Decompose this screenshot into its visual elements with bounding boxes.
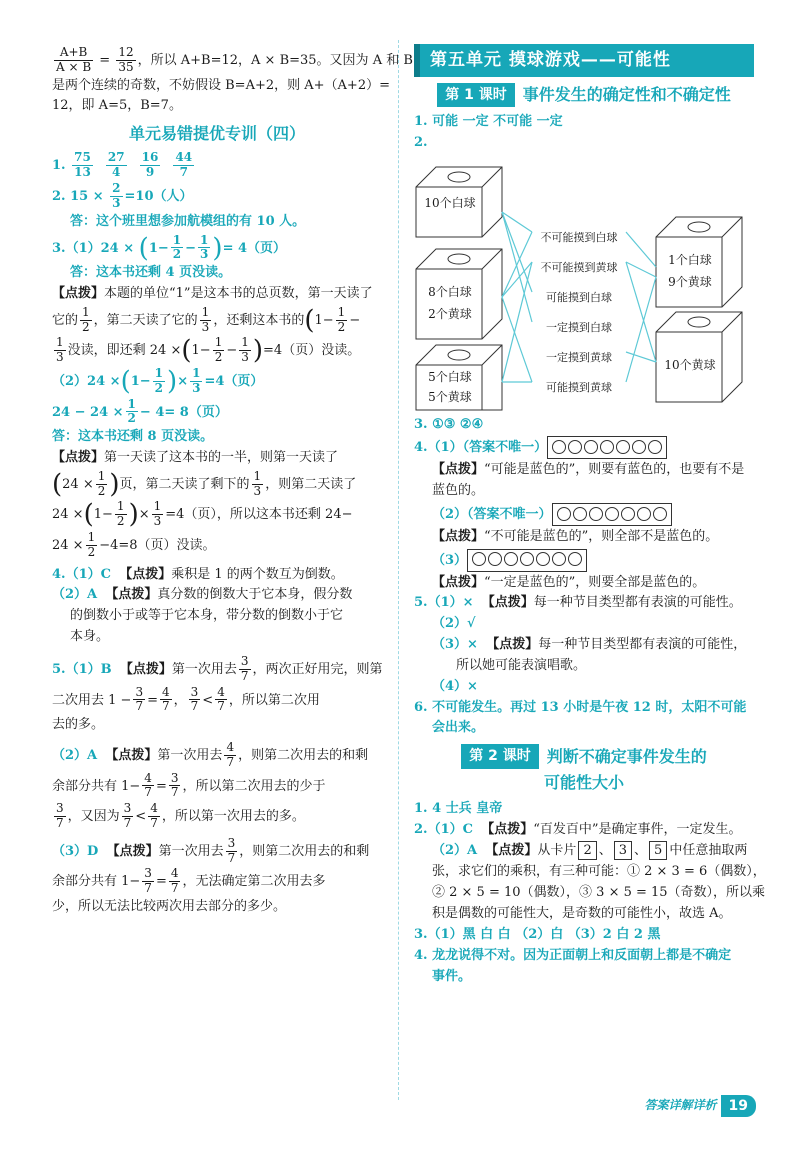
r-q4-tip1-b: 蓝色的。 bbox=[432, 483, 485, 499]
r-q5-part1: 5.（1）× 【点拨】每一种节目类型都有表演的可能性。 bbox=[414, 595, 742, 611]
section-title: 单元易错提优专训（四） bbox=[128, 124, 305, 144]
q5-part2-a: （2）A 【点拨】第一次用去 $\frac{4}{7}$ ，则第二次用去的和剩 bbox=[52, 740, 369, 769]
page-footer bbox=[645, 1095, 757, 1117]
r-q4-part2: （2）（答案不唯一） bbox=[414, 503, 754, 526]
q2-expression: 2. 15 × $\frac{2}{3}$ =10（人） bbox=[52, 181, 193, 210]
r-q5-part3: （3）× 【点拨】每一种节目类型都有表演的可能性， bbox=[432, 637, 747, 653]
card-3: 3 bbox=[614, 841, 632, 860]
lesson2-title-1: 判断不确定事件发生的 bbox=[546, 746, 707, 766]
lesson2-heading-2 bbox=[414, 771, 754, 794]
card-2: 2 bbox=[578, 841, 596, 860]
r-q6: 6. 不可能发生。再过 13 小时是午夜 12 时，太阳不可能 bbox=[414, 699, 747, 715]
lesson1-heading bbox=[414, 83, 754, 107]
match-line bbox=[626, 352, 656, 362]
q5-part2-c: $\frac{3}{7}$ ，又因为 $\frac{3}{7}$ < $\frac{4}{7}$ ，所以第一次用去的多。 bbox=[56, 801, 305, 831]
match-line bbox=[626, 277, 656, 382]
q5-part3-c: 少，所以无法比较两次用去部分的多少。 bbox=[52, 899, 287, 914]
l2-q4-b: 事件。 bbox=[432, 968, 472, 984]
matching-diagram bbox=[414, 157, 754, 412]
q5-part2-b: 余部分共有 1− $\frac{4}{7}$ = $\frac{3}{7}$ ，所以第二次用去的少于 bbox=[52, 770, 326, 800]
middle-labels bbox=[532, 223, 626, 403]
l2-q2-part2-c: ② 2 × 5 = 10（偶数），③ 3 × 5 = 15（奇数），所以乘 bbox=[432, 885, 766, 901]
r-q4-part3: （3） bbox=[414, 549, 754, 572]
r-q6-b: 会出来。 bbox=[432, 720, 485, 736]
cube-left-3-hole bbox=[448, 350, 470, 360]
q1-answer: 1. $\frac{75}{13}$ $\frac{27}{4}$ $\frac{16}{9}$ $\frac{44}{7}$ bbox=[52, 150, 193, 180]
q4-part2-c: 本身。 bbox=[70, 629, 110, 645]
left-column bbox=[52, 44, 413, 919]
middle-label: 可能摸到白球 bbox=[546, 290, 612, 304]
l2-q4: 4. 龙龙说得不对。因为正面朝上和反面朝上都是不确定 bbox=[414, 947, 732, 963]
match-line bbox=[626, 262, 656, 277]
middle-label: 不可能摸到黄球 bbox=[540, 260, 618, 274]
r-q3: 3. ①③ ②④ bbox=[414, 416, 484, 432]
page-number: 19 bbox=[721, 1095, 756, 1117]
q5-part1-b: 二次用去 1 − $\frac{3}{7}$ = $\frac{4}{7}$ ， $\frac{3}{7}$ < $\frac{4}{7}$ ，所以第二次用 bbox=[52, 684, 320, 714]
q5-part3-b: 余部分共有 1− $\frac{3}{7}$ = $\frac{4}{7}$ ，无法确定第二次用去多 bbox=[52, 866, 326, 896]
q3-part2-expression: （2）24 ×(1− $\frac{1}{2}$ )× $\frac{1}{3}$ =4（页） bbox=[52, 365, 264, 397]
r-q1: 1. 可能 一定 不可能 一定 bbox=[414, 113, 563, 129]
lesson2-badge: 第 2 课时 bbox=[461, 744, 539, 768]
r-q4-tip1: 【点拨】“可能是蓝色的”，则要有蓝色的，也要有不是 bbox=[432, 462, 745, 478]
r-q4-tip2: 【点拨】“不可能是蓝色的”，则全部不是蓝色的。 bbox=[432, 528, 719, 544]
l2-q3: 3.（1）黑 白 白 （2）白 （3）2 白 2 黑 bbox=[414, 926, 661, 942]
r-q5-part2: （2）√ bbox=[432, 616, 476, 632]
q3-part1-expression: 3.（1）24 × (1− $\frac{1}{2}$ − $\frac{1}{3}$ )= 4（页） bbox=[52, 232, 287, 263]
l2-q1: 1. 4 士兵 皇帝 bbox=[414, 800, 503, 816]
r-q5-part3-b: 所以她可能表演唱歌。 bbox=[456, 657, 587, 673]
q3-tip2-line4: 24 × $\frac{1}{2}$ −4=8（页）没读。 bbox=[52, 530, 216, 559]
unit-banner: 第五单元 摸球游戏——可能性 bbox=[414, 44, 754, 77]
card-5: 5 bbox=[649, 841, 667, 860]
column-divider bbox=[398, 40, 399, 1100]
ball-row-2 bbox=[552, 503, 672, 526]
match-line bbox=[502, 232, 532, 297]
match-line bbox=[502, 297, 532, 382]
l2-q2-part2-d: 积是偶数的可能性大，是奇数的可能性小，故选 A。 bbox=[432, 905, 732, 921]
q4-part1: 4.（1）C 【点拨】乘积是 1 的两个数互为倒数。 bbox=[52, 566, 344, 582]
cube-right-1-label: 1个白球 9个黄球 bbox=[668, 252, 712, 289]
lesson2-heading bbox=[414, 744, 754, 768]
cube-left-2-hole bbox=[448, 254, 470, 264]
q3-tip2-line2: (24 × $\frac{1}{2}$ )页，第二天读了剩下的 $\frac{1}{3}$ ，则第二天读了 bbox=[52, 468, 357, 500]
q5-part1-c: 去的多。 bbox=[52, 717, 105, 733]
middle-label: 一定摸到白球 bbox=[546, 320, 612, 334]
footer-tag: 答案详解详析 bbox=[644, 1098, 717, 1113]
q3-part2-expression-b: 24 − 24 × $\frac{1}{2}$ − 4= 8（页） bbox=[52, 396, 228, 426]
q3-tip1-line2: 它的 $\frac{1}{2}$ ，第二天读了它的 $\frac{1}{3}$ ，还剩这本书的(1− $\frac{1}{2}$ − bbox=[52, 304, 361, 336]
r-q2-number: 2. bbox=[414, 134, 428, 150]
l2-q2-part2-b: 张，求它们的乘积，有三种可能：① 2 × 3 = 6（偶数）， bbox=[432, 864, 766, 880]
q4-part2: （2）A 【点拨】真分数的倒数大于它本身，假分数 bbox=[52, 587, 353, 603]
q3-tip2-line1: 【点拨】第一天读了这本书的一半，则第一天读了 bbox=[52, 450, 339, 465]
cube-right-2-hole bbox=[688, 317, 710, 327]
cube-left-1-label: 10个白球 bbox=[424, 195, 476, 210]
q3-tip2-line3: 24 ×(1− $\frac{1}{2}$ )× $\frac{1}{3}$ =4（页），所以这本书还剩 24− bbox=[52, 499, 353, 530]
r-q4-tip3: 【点拨】“一定是蓝色的”，则要全部是蓝色的。 bbox=[432, 574, 706, 590]
q3-part2-answer: 答：这本书还剩 8 页没读。 bbox=[52, 429, 214, 445]
l2-q2-part2-a: （2）A 【点拨】从卡片 2 、 3 、 5 中任意抽取两 bbox=[432, 843, 748, 859]
intro-line-2: 是两个连续的奇数，不妨假设 B=A+2，则 A+（A+2）= bbox=[52, 77, 390, 93]
right-column bbox=[414, 44, 766, 988]
lesson1-badge: 第 1 课时 bbox=[437, 83, 515, 107]
l2-q2-part1: 2.（1）C 【点拨】“百发百中”是确定事件，一定发生。 bbox=[414, 821, 742, 837]
match-line bbox=[626, 262, 656, 362]
match-line bbox=[626, 232, 656, 267]
q3-part1-answer: 答：这本书还剩 4 页没读。 bbox=[70, 265, 232, 281]
r-q4-part1: 4.（1）（答案不唯一） bbox=[414, 436, 754, 459]
middle-label: 一定摸到黄球 bbox=[546, 350, 612, 364]
cube-left-3-label: 5个白球 5个黄球 bbox=[428, 369, 472, 404]
r-q5-part4: （4）× bbox=[432, 678, 478, 694]
intro-line-3: 12，即 A=5，B=7。 bbox=[52, 98, 182, 114]
intro-line-1: $\frac{A+B}{A \times B}$ = $\frac{12}{35}$ ，所以 A+B=12，A × B=35。又因为 A 和 B bbox=[56, 45, 413, 74]
cube-right-1-hole bbox=[688, 222, 710, 232]
q5-part1-a: 5.（1）B 【点拨】第一次用去 $\frac{3}{7}$ ，两次正好用完，则第 bbox=[52, 654, 383, 683]
q4-part2-b: 的倒数小于或等于它本身，带分数的倒数小于它 bbox=[70, 608, 344, 624]
cube-left-2-label: 8个白球 2个黄球 bbox=[428, 284, 472, 321]
middle-label: 不可能摸到白球 bbox=[540, 230, 618, 244]
cube-left-1-hole bbox=[448, 172, 470, 182]
lesson1-title: 事件发生的确定性和不确定性 bbox=[522, 85, 731, 105]
q5-part3-a: （3）D 【点拨】第一次用去 $\frac{3}{7}$ ，则第二次用去的和剩 bbox=[52, 835, 370, 865]
q3-tip1-line3: $\frac{1}{3}$ 没读，即还剩 24 ×(1− $\frac{1}{2}$ − $\frac{1}{3}$ )=4（页）没读。 bbox=[56, 335, 361, 366]
cube-right-2-label: 10个黄球 bbox=[664, 357, 716, 372]
ball-row-3 bbox=[467, 549, 587, 572]
lesson2-title-2: 可能性大小 bbox=[543, 772, 624, 792]
ball-row-1 bbox=[547, 436, 667, 459]
q3-tip1-line1: 【点拨】本题的单位“1”是这本书的总页数，第一天读了 bbox=[52, 285, 373, 301]
middle-label: 可能摸到黄球 bbox=[546, 380, 612, 394]
q2-answer: 答：这个班里想参加航模组的有 10 人。 bbox=[70, 213, 306, 229]
